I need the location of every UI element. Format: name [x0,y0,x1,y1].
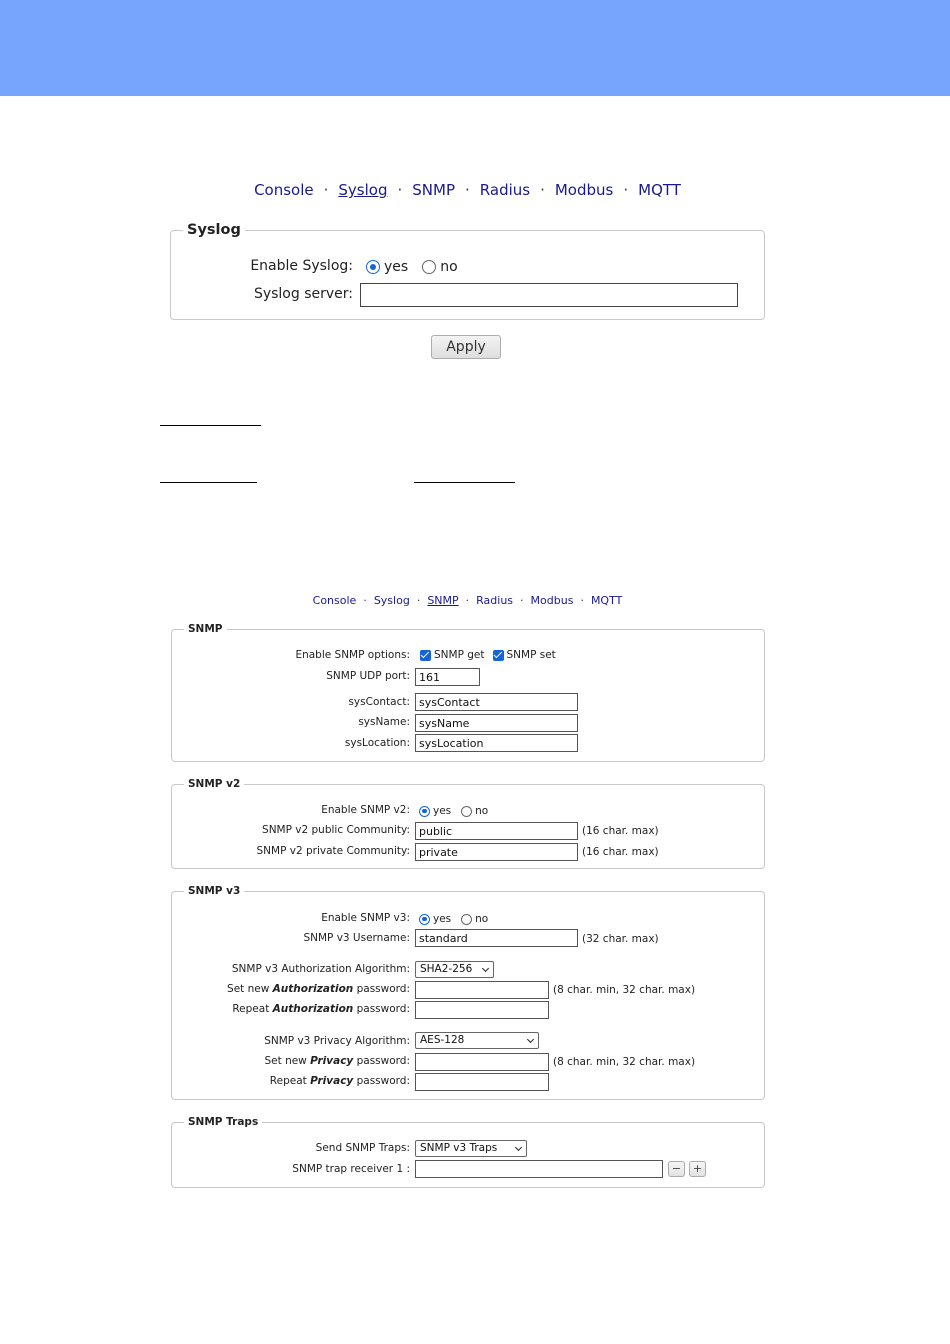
tab-syslog[interactable]: Syslog [338,181,388,199]
syslog-yes-label: yes [384,259,409,275]
snmp-v3-no-radio[interactable] [461,914,472,925]
snmp-options-label: Enable SNMP options: [295,649,410,661]
snmp-traps-legend: SNMP Traps [188,1116,259,1128]
snmp-v2-public-label: SNMP v2 public Community: [262,824,410,836]
priv-algorithm-value: AES-128 [420,1034,465,1046]
syslog-no-radio[interactable] [422,260,436,274]
trap-receiver-label: SNMP trap receiver 1 : [292,1163,410,1175]
snmp-v2-yes-label: yes [433,805,452,817]
priv-algorithm-label: SNMP v3 Privacy Algorithm: [264,1035,410,1047]
send-traps-select[interactable] [415,1140,527,1157]
tab-snmp[interactable]: SNMP [427,594,459,607]
tab-modbus[interactable]: Modbus [530,594,574,607]
divider-line [160,425,261,426]
snmp-set-checkbox[interactable] [493,650,504,661]
priv-algorithm-select[interactable] [415,1032,539,1049]
trap-receiver-input[interactable] [415,1160,663,1178]
nav-separator: · [580,594,584,607]
chevron-down-icon [515,1144,522,1151]
syslog-server-input[interactable] [360,283,738,307]
syscontact-input[interactable]: sysContact [415,693,578,711]
divider-line [160,482,257,483]
remove-receiver-button[interactable]: − [668,1161,685,1177]
tab-snmp[interactable]: SNMP [412,181,455,199]
tab-syslog[interactable]: Syslog [373,594,410,607]
syslocation-label: sysLocation: [344,737,410,749]
snmp-v3-no-label: no [475,913,489,925]
tab-mqtt[interactable]: MQTT [638,181,681,199]
snmp-port-label: SNMP UDP port: [326,670,410,682]
nav-separator: · [465,594,470,607]
tab-mqtt[interactable]: MQTT [590,594,623,607]
nav-separator: · [363,594,367,607]
snmp-set-label: SNMP set [506,649,556,661]
snmp-port-input[interactable]: 161 [415,668,480,686]
priv-new-password-input[interactable] [415,1053,549,1071]
nav-separator: · [323,181,329,199]
auth-algorithm-label: SNMP v3 Authorization Algorithm: [231,963,410,975]
auth-repeat-password-label: Repeat Authorization password: [232,1003,410,1015]
send-traps-value: SNMP v3 Traps [420,1142,498,1154]
divider-line [414,482,515,483]
nav-separator: · [416,594,421,607]
snmp-v3-yes-label: yes [433,913,452,925]
snmp-v3-enable-options [419,913,488,925]
nav-separator: · [540,181,545,199]
chevron-down-icon [527,1036,534,1043]
nav-separator: · [397,181,403,199]
priv-new-password-label: Set new Privacy password: [264,1055,410,1067]
auth-new-password-note: (8 char. min, 32 char. max) [553,984,696,996]
syslog-no-label: no [440,259,458,275]
snmp-v2-yes-radio[interactable] [419,806,430,817]
snmp-options [420,649,556,661]
syslog-server-label: Syslog server: [253,286,353,302]
snmp-v3-username-label: SNMP v3 Username: [303,932,410,944]
tab-console[interactable]: Console [254,181,314,199]
syscontact-label: sysContact: [348,696,410,708]
snmp-v3-yes-radio[interactable] [419,914,430,925]
priv-repeat-password-input[interactable] [415,1073,549,1091]
auth-algorithm-select[interactable] [415,961,494,978]
snmp-v2-no-label: no [475,805,489,817]
snmp-v2-legend: SNMP v2 [188,778,241,790]
nav-separator: · [623,181,629,199]
send-traps-label: Send SNMP Traps: [315,1142,410,1154]
snmp-v2-private-note: (16 char. max) [582,846,659,858]
tab-radius[interactable]: Radius [476,594,514,607]
snmp-v2-private-input[interactable]: private [415,843,578,861]
tab-modbus[interactable]: Modbus [554,181,614,199]
nav-separator: · [465,181,470,199]
snmp-v2-enable-options [419,805,488,817]
tab-nav-small [0,594,935,607]
snmp-v2-private-label: SNMP v2 private Community: [256,845,410,857]
priv-repeat-password-label: Repeat Privacy password: [269,1075,410,1087]
syslog-legend: Syslog [187,222,241,238]
auth-algorithm-value: SHA2-256 [420,963,473,975]
priv-new-password-note: (8 char. min, 32 char. max) [553,1056,696,1068]
snmp-v2-public-note: (16 char. max) [582,825,659,837]
snmp-v3-username-input[interactable]: standard [415,929,578,947]
syslocation-input[interactable]: sysLocation [415,734,578,752]
auth-new-password-input[interactable] [415,981,549,999]
snmp-v3-legend: SNMP v3 [188,885,241,897]
add-receiver-button[interactable]: + [689,1161,706,1177]
apply-button[interactable]: Apply [431,335,501,359]
enable-syslog-options [366,259,458,275]
nav-separator: · [520,594,524,607]
snmp-v2-public-input[interactable]: public [415,822,578,840]
sysname-input[interactable]: sysName [415,714,578,732]
chevron-down-icon [482,965,489,972]
tab-console[interactable]: Console [312,594,357,607]
snmp-get-checkbox[interactable] [420,650,431,661]
auth-repeat-password-input[interactable] [415,1001,549,1019]
snmp-legend: SNMP [188,623,223,635]
enable-syslog-label: Enable Syslog: [250,258,353,274]
auth-new-password-label: Set new Authorization password: [227,983,410,995]
snmp-get-label: SNMP get [434,649,485,661]
syslog-yes-radio[interactable] [366,260,380,274]
sysname-label: sysName: [358,716,410,728]
snmp-v2-enable-label: Enable SNMP v2: [321,804,410,816]
header-banner [0,0,950,96]
tab-radius[interactable]: Radius [479,181,531,199]
snmp-v2-no-radio[interactable] [461,806,472,817]
snmp-v3-username-note: (32 char. max) [582,933,659,945]
snmp-v3-enable-label: Enable SNMP v3: [321,912,410,924]
tab-nav-large [0,181,935,199]
